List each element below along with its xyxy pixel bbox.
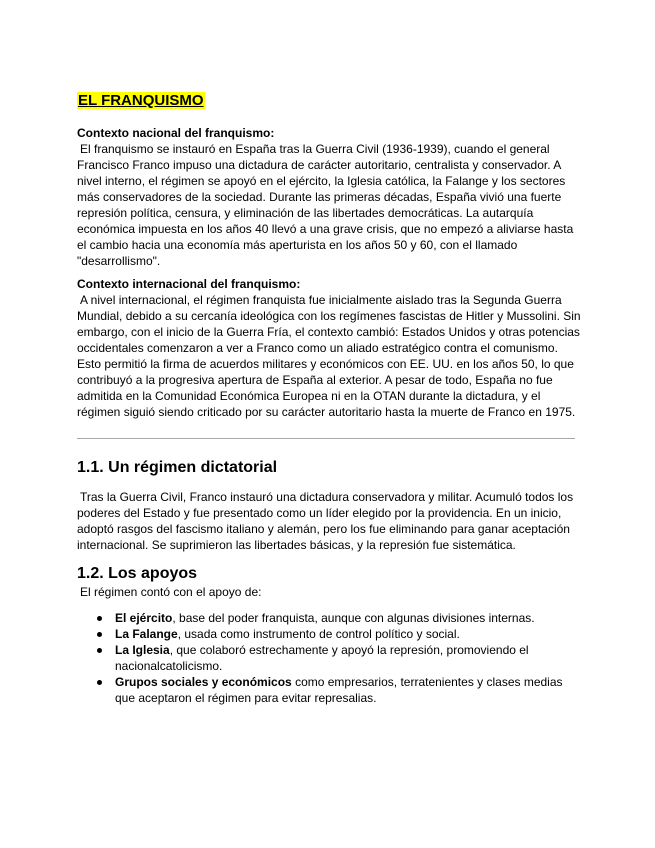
bullet-icon xyxy=(97,680,102,685)
section-1-heading: 1.1. Un régimen dictatorial xyxy=(77,459,278,476)
list-item-bold: Grupos sociales y económicos xyxy=(115,675,292,689)
section-2-heading: 1.2. Los apoyos xyxy=(77,565,198,582)
section-2-intro: El régimen contó con el apoyo de: xyxy=(80,585,262,599)
list-item xyxy=(77,674,582,706)
list-item-bold: La Falange xyxy=(115,627,178,641)
bullet-icon xyxy=(97,616,102,621)
nacional-heading: Contexto nacional del franquismo: xyxy=(77,126,275,140)
bullet-icon xyxy=(97,632,102,637)
document-title: EL FRANQUISMO xyxy=(78,92,204,109)
list-item-text: como empresarios, terratenientes y clases medias que aceptaron el régimen para evitar represalias. xyxy=(115,675,563,705)
list-item xyxy=(77,626,582,642)
list-item-text: , base del poder franquista, aunque con algunas divisiones internas. xyxy=(172,611,535,625)
internacional-paragraph: A nivel internacional, el régimen franquista fue inicialmente aislado tras la Segunda Guerra Mundial, debido a su cercanía ideológica con los regímenes fascistas de Hitler y Mussolini. Sin embargo, con el inicio de la Guerra Fría, el contexto cambió: Estados Unidos y otras potencias occidentales comenzaron a ver a Franco como un aliado estratégico contra el comunismo. Esto permitió la firma de acuerdos militares y económicos con EE. UU. en los años 50, lo que contribuyó a la progresiva apertura de España al exterior. A pesar de todo, España no fue admitida en la Comunidad Económica Europea ni en la OTAN durante la dictadura, y el régimen siguió siendo criticado por su carácter autoritario hasta la muerte de Franco en 1975. xyxy=(77,293,581,419)
nacional-paragraph: El franquismo se instauró en España tras la Guerra Civil (1936-1939), cuando el general Francisco Franco impuso una dictadura de carácter autoritario, centralista y conservador. A nivel interno, el régimen se apoyó en el ejército, la Iglesia católica, la Falange y los sectores más conservadores de la sociedad. Durante las primeras décadas, España vivió una fuerte represión política, censura, y eliminación de las libertades democráticas. La autarquía económica impuesta en los años 40 llevó a una grave crisis, que no empezó a aliviarse hasta el cambio hacia una economía más aperturista en los años 50 y 60, con el llamado "desarrollismo". xyxy=(77,142,574,268)
internacional-heading: Contexto internacional del franquismo: xyxy=(77,277,301,291)
list-item xyxy=(77,642,582,674)
list-item-bold: La Iglesia xyxy=(115,643,170,657)
list-item-text: , usada como instrumento de control político y social. xyxy=(177,627,460,641)
section-1-paragraph: Tras la Guerra Civil, Franco instauró una dictadura conservadora y militar. Acumuló todos los poderes del Estado y fue presentado como un líder elegido por la providencia. En un inicio, adoptó rasgos del fascismo italiano y alemán, pero los fue eliminando para ganar aceptación internacional. Se suprimieron las libertades básicas, y la represión fue sistemática. xyxy=(77,490,574,552)
list-item-text: , que colaboró estrechamente y apoyó la represión, promoviendo el nacionalcatolicismo. xyxy=(115,643,529,673)
horizontal-divider xyxy=(77,438,575,439)
list-item-bold: El ejército xyxy=(115,611,173,625)
apoyos-list xyxy=(77,610,582,706)
list-item xyxy=(77,610,582,626)
bullet-icon xyxy=(97,648,102,653)
